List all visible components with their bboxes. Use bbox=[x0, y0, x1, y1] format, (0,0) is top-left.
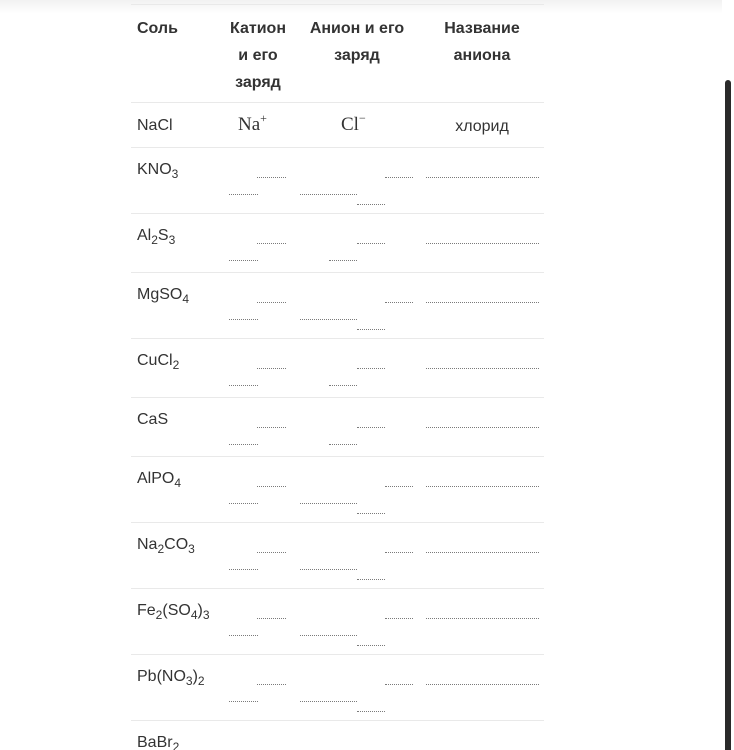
anion-blank[interactable] bbox=[329, 385, 357, 386]
anion-charge-blank[interactable] bbox=[357, 243, 385, 244]
cation-blank[interactable] bbox=[229, 569, 258, 570]
anion-charge-blank-lower[interactable] bbox=[357, 329, 385, 330]
anion-charge-blank[interactable] bbox=[385, 684, 413, 685]
anion-charge-blank[interactable] bbox=[357, 368, 385, 369]
cation-blank[interactable] bbox=[229, 194, 258, 195]
header-cation: Катион и его заряд bbox=[230, 20, 286, 91]
cation-charge-blank[interactable] bbox=[257, 427, 286, 428]
anion-charge-blank-lower[interactable] bbox=[357, 711, 385, 712]
anion-name-blank[interactable] bbox=[426, 618, 539, 619]
table-row bbox=[131, 720, 544, 750]
anion-charge-blank[interactable] bbox=[385, 618, 413, 619]
table-row bbox=[131, 397, 544, 456]
table-row bbox=[131, 272, 544, 338]
example-row bbox=[131, 102, 544, 147]
anion-charge-blank-lower[interactable] bbox=[357, 645, 385, 646]
anion-charge-blank-lower[interactable] bbox=[357, 513, 385, 514]
header-salt: Соль bbox=[137, 20, 178, 37]
anion-name-blank[interactable] bbox=[426, 427, 539, 428]
example-anion-name: хлорид bbox=[455, 118, 509, 135]
cation-charge-blank[interactable] bbox=[257, 552, 286, 553]
cation-charge-blank[interactable] bbox=[257, 302, 286, 303]
anion-charge-blank[interactable] bbox=[385, 302, 413, 303]
salt-formula: $Na_2CO_3$ bbox=[137, 536, 195, 556]
example-anion: Cl− bbox=[341, 111, 366, 135]
scrollbar-thumb[interactable] bbox=[725, 80, 731, 750]
salt-formula: AlPO$_4$ bbox=[137, 470, 182, 490]
cation-charge-blank[interactable] bbox=[257, 243, 286, 244]
cation-blank[interactable] bbox=[229, 260, 258, 261]
example-cation: Na+ bbox=[238, 111, 267, 135]
anion-name-blank[interactable] bbox=[426, 552, 539, 553]
anion-charge-blank-lower[interactable] bbox=[357, 204, 385, 205]
table-header-row bbox=[131, 4, 544, 102]
table-row bbox=[131, 456, 544, 522]
salt-formula: $Pb(NO_3)_2$ bbox=[137, 668, 205, 688]
anion-blank[interactable] bbox=[300, 635, 357, 636]
scrollbar[interactable] bbox=[722, 0, 734, 750]
cation-charge-blank[interactable] bbox=[257, 368, 286, 369]
salt-formula: CuCl$_2$ bbox=[137, 352, 180, 372]
salts-table bbox=[131, 4, 544, 750]
salt-formula: CaS bbox=[137, 411, 169, 428]
anion-blank[interactable] bbox=[300, 194, 357, 195]
anion-name-blank[interactable] bbox=[426, 243, 539, 244]
cation-charge-blank[interactable] bbox=[257, 177, 286, 178]
anion-name-blank[interactable] bbox=[426, 684, 539, 685]
salt-formula: BaBr$_2$ bbox=[137, 734, 180, 750]
table-row bbox=[131, 147, 544, 213]
anion-name-blank[interactable] bbox=[426, 486, 539, 487]
anion-name-blank[interactable] bbox=[426, 177, 539, 178]
table-row bbox=[131, 654, 544, 720]
salt-formula: $Fe_2(SO_4)_3$ bbox=[137, 602, 210, 622]
anion-blank[interactable] bbox=[300, 701, 357, 702]
table-row bbox=[131, 213, 544, 272]
anion-charge-blank[interactable] bbox=[357, 427, 385, 428]
anion-blank[interactable] bbox=[300, 319, 357, 320]
anion-name-blank[interactable] bbox=[426, 368, 539, 369]
example-salt: NaCl bbox=[137, 117, 173, 134]
cation-blank[interactable] bbox=[229, 701, 258, 702]
table-row bbox=[131, 588, 544, 654]
header-anion: Анион и его заряд bbox=[309, 20, 405, 64]
cation-blank[interactable] bbox=[229, 319, 258, 320]
anion-blank[interactable] bbox=[329, 444, 357, 445]
cation-blank[interactable] bbox=[229, 444, 258, 445]
anion-charge-blank[interactable] bbox=[385, 552, 413, 553]
table-row bbox=[131, 338, 544, 397]
cation-blank[interactable] bbox=[229, 385, 258, 386]
anion-blank[interactable] bbox=[300, 503, 357, 504]
cation-blank[interactable] bbox=[229, 635, 258, 636]
anion-name-blank[interactable] bbox=[426, 302, 539, 303]
cation-charge-blank[interactable] bbox=[257, 684, 286, 685]
salt-formula: $Al_2S_3$ bbox=[137, 227, 176, 247]
salt-formula: MgSO$_4$ bbox=[137, 286, 190, 306]
cation-charge-blank[interactable] bbox=[257, 486, 286, 487]
anion-blank[interactable] bbox=[329, 260, 357, 261]
table-row bbox=[131, 522, 544, 588]
salt-formula: $KNO_3$ bbox=[137, 161, 179, 181]
anion-charge-blank-lower[interactable] bbox=[357, 579, 385, 580]
anion-charge-blank[interactable] bbox=[385, 486, 413, 487]
cation-blank[interactable] bbox=[229, 503, 258, 504]
header-anion-name: Название аниона bbox=[444, 20, 520, 64]
anion-blank[interactable] bbox=[300, 569, 357, 570]
cation-charge-blank[interactable] bbox=[257, 618, 286, 619]
anion-charge-blank[interactable] bbox=[385, 177, 413, 178]
